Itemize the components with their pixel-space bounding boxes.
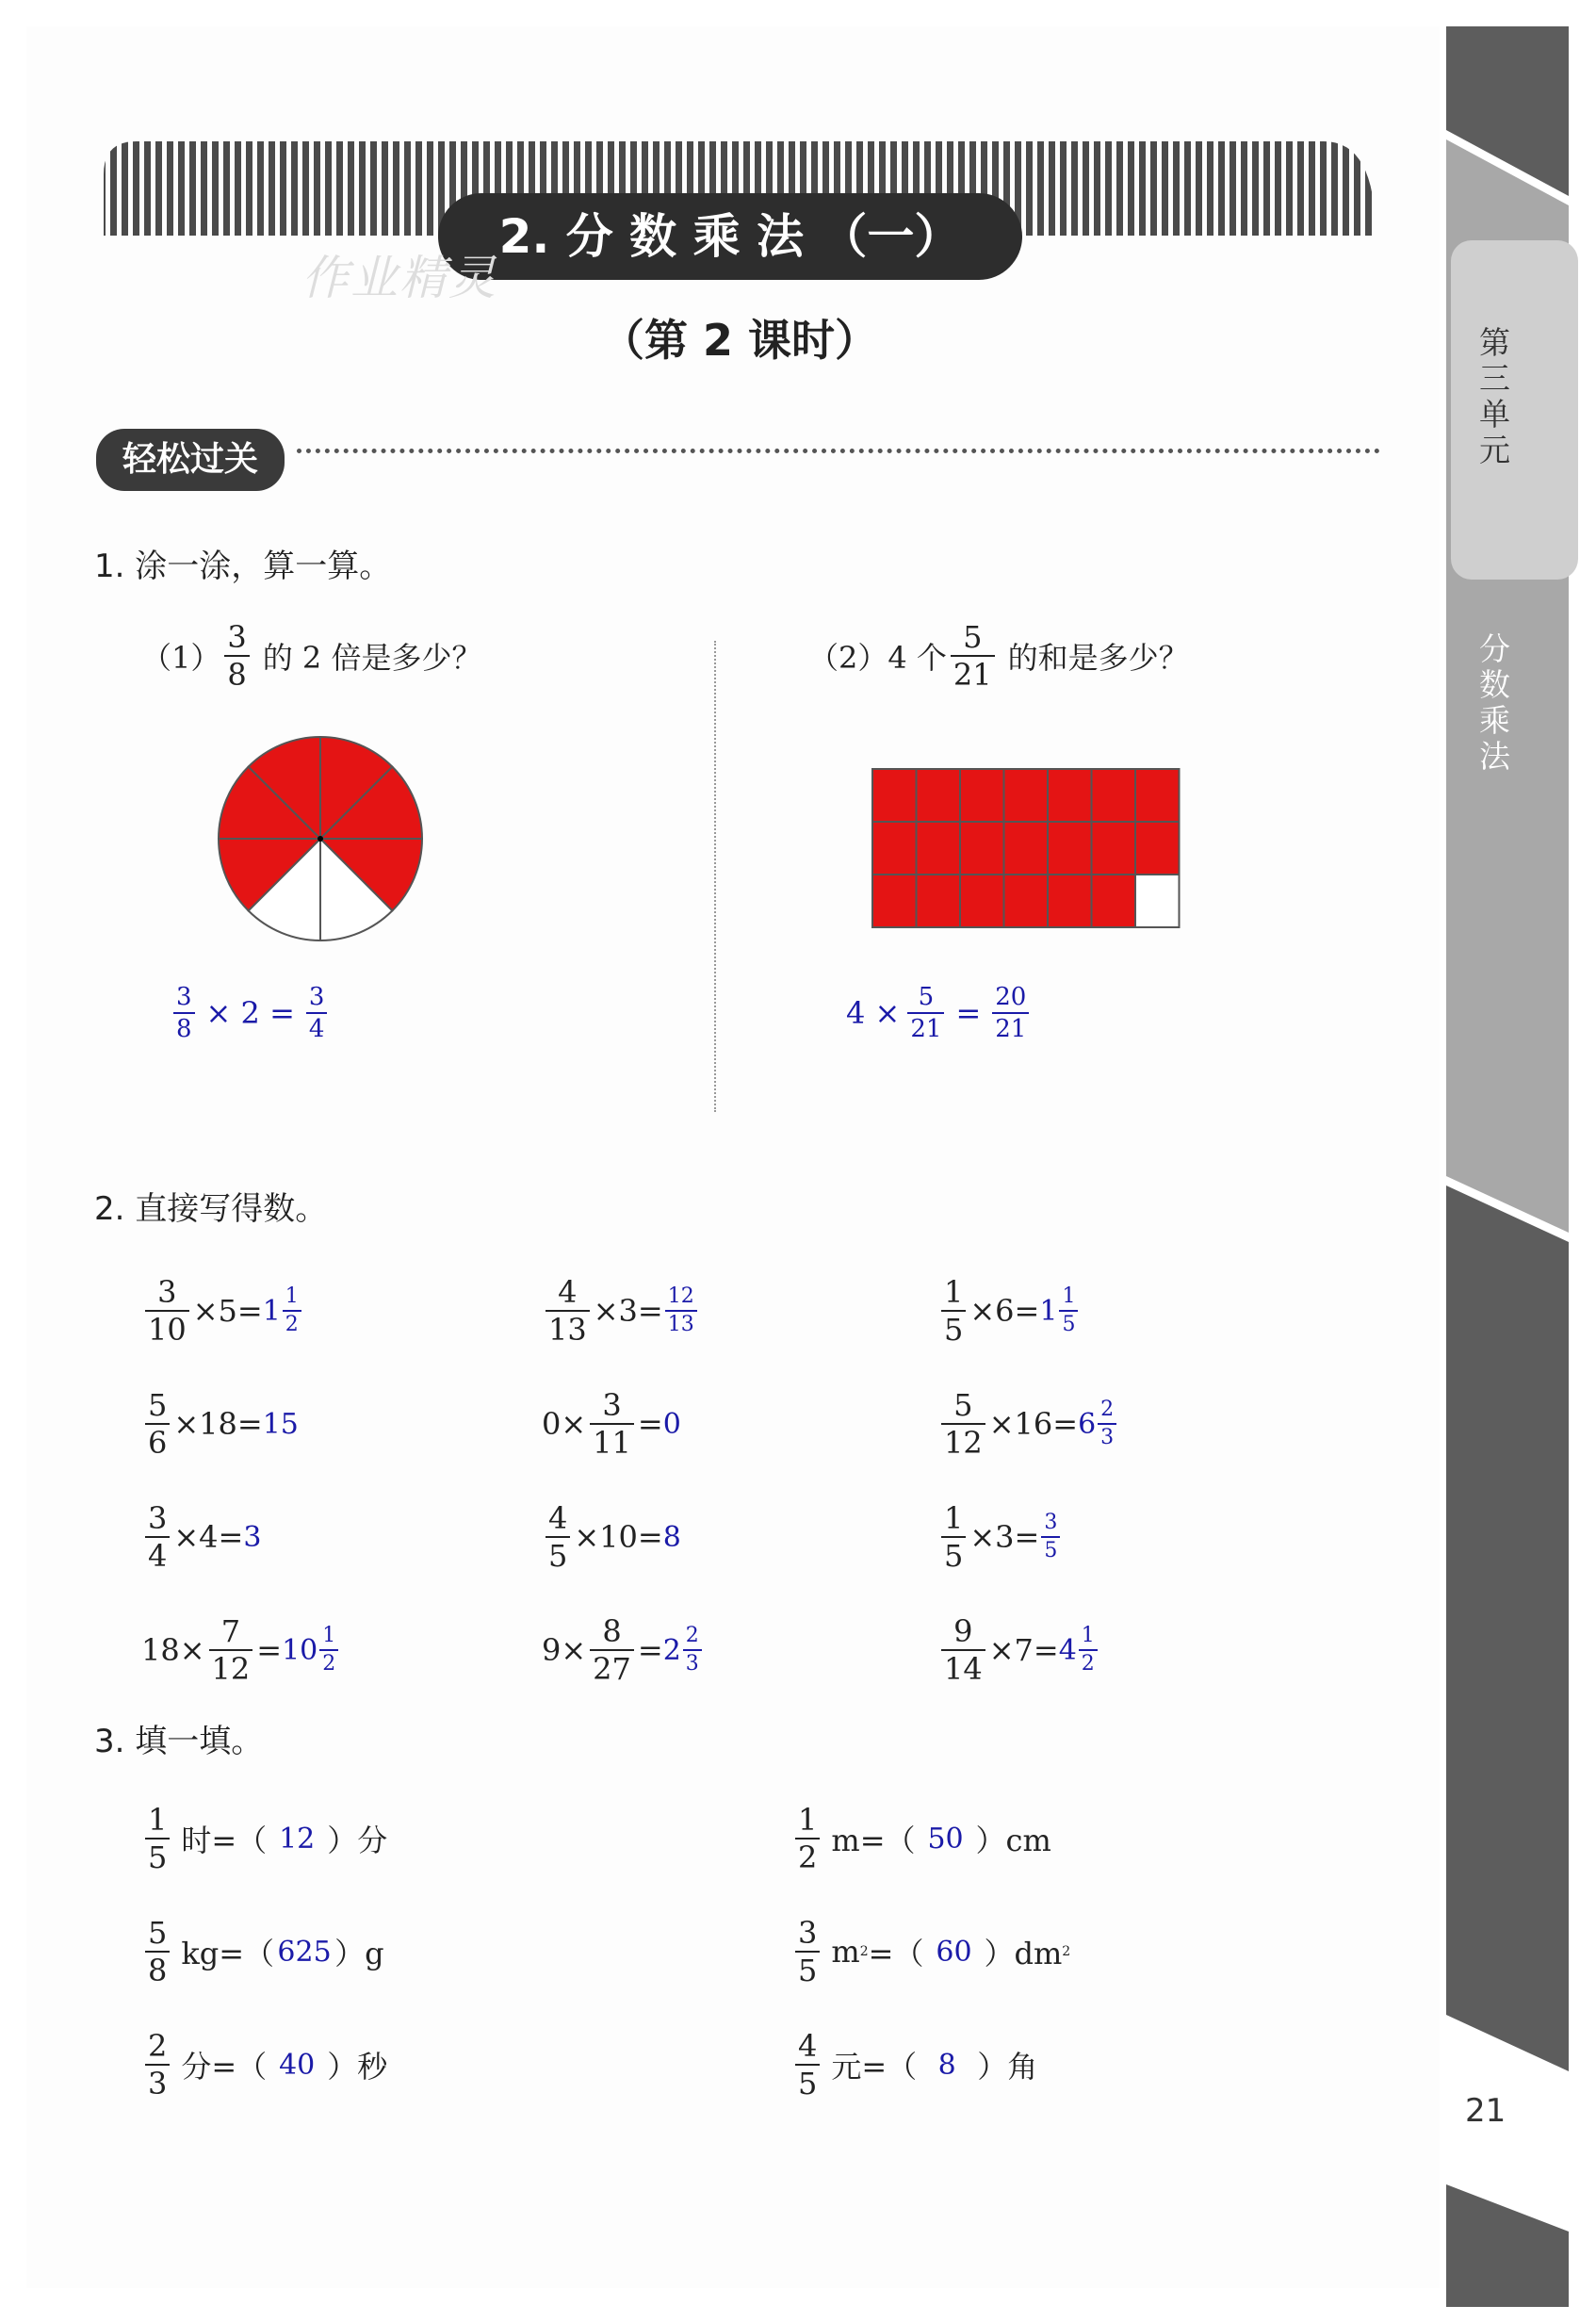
fraction: $\frac{3}{5}$ — [1041, 1513, 1060, 1562]
answer-fraction-2: $\frac{3}{4}$ — [306, 985, 328, 1041]
q1-prompt: 涂一涂，算一算。 — [135, 548, 392, 585]
shaded-cell — [960, 822, 1004, 875]
answer-fraction-2: $\frac{20}{21}$ — [992, 985, 1029, 1041]
circle-diagram — [212, 726, 429, 952]
answer-whole: 4 — [1058, 1633, 1077, 1667]
calc-item — [141, 1500, 262, 1574]
fraction: $\frac{1}{5}$ — [941, 1503, 966, 1571]
section-badge: 轻松过关 — [96, 429, 285, 491]
fraction: $\frac{1}{5}$ — [145, 1805, 170, 1872]
calc-item — [141, 1387, 299, 1461]
shaded-cell — [917, 822, 961, 875]
calc-operator: ×3= — [593, 1293, 663, 1329]
fill-unit: ）dm — [984, 1936, 1063, 1971]
fraction: $\frac{2}{3}$ — [683, 1626, 702, 1675]
calc-operator: ×18= — [173, 1406, 263, 1442]
shaded-cell — [872, 822, 917, 875]
q1-part1-answer — [170, 985, 331, 1041]
shaded-cell — [1092, 822, 1136, 875]
unshaded-cell — [1135, 875, 1180, 927]
fill-unit: ）分 — [327, 1823, 388, 1858]
fraction: $\frac{4}{5}$ — [546, 1503, 570, 1571]
calc-prefix: 9× — [542, 1632, 587, 1668]
q1-part1-text: 的 2 倍是多少？ — [262, 640, 482, 676]
calc-answer — [663, 1521, 681, 1554]
shaded-cell — [1135, 822, 1180, 875]
fill-answer: 8 — [937, 2048, 956, 2082]
calc-answer — [263, 1408, 299, 1441]
shaded-cell — [1004, 875, 1049, 927]
fill-item — [791, 1915, 1071, 1988]
fraction: $\frac{3}{5}$ — [795, 1918, 820, 1986]
shaded-cell — [1048, 875, 1092, 927]
topic-label: 分数乘法 — [1479, 630, 1510, 775]
fraction: $\frac{1}{5}$ — [1059, 1286, 1078, 1335]
fraction: $\frac{3}{11}$ — [590, 1390, 634, 1458]
calc-item — [542, 1387, 681, 1461]
calc-answer — [663, 1626, 706, 1675]
fill-unit: m=（ — [831, 1823, 916, 1858]
q1-part1-label: （1） — [141, 640, 221, 676]
fraction: $\frac{1}{2}$ — [319, 1626, 338, 1675]
calc-operator: ×5= — [192, 1293, 263, 1329]
calc-operator: ×7= — [988, 1632, 1059, 1668]
calc-item — [141, 1613, 342, 1687]
fraction: $\frac{1}{2}$ — [283, 1286, 301, 1335]
answer-operator: × 2 = — [205, 995, 295, 1031]
calc-operator: = — [637, 1632, 663, 1668]
q2-prompt: 直接写得数。 — [135, 1190, 328, 1228]
calc-item — [937, 1613, 1101, 1687]
shaded-cell — [1135, 769, 1180, 822]
q1-number: 1. — [94, 548, 125, 585]
q1-part1-fraction: $\frac{3}{8}$ — [224, 622, 249, 690]
calc-answer — [1078, 1399, 1120, 1448]
answer-prefix: 4 × — [846, 995, 901, 1031]
calc-operator: = — [637, 1406, 663, 1442]
answer-whole: 1 — [1039, 1294, 1058, 1328]
q1-part2-question — [808, 619, 1189, 693]
fraction: $\frac{4}{13}$ — [546, 1277, 590, 1345]
fill-unit: 分=（ — [181, 2049, 268, 2085]
calc-prefix: 18× — [141, 1632, 205, 1668]
calc-answer — [663, 1286, 701, 1335]
fill-answer: 12 — [279, 1822, 316, 1856]
fill-unit: ）角 — [977, 2049, 1038, 2085]
fraction: $\frac{5}{8}$ — [145, 1918, 170, 1986]
section-divider — [297, 449, 1380, 453]
grid-diagram — [867, 763, 1187, 933]
fill-item — [141, 1915, 384, 1988]
calc-item — [937, 1387, 1120, 1461]
q3-prompt: 填一填。 — [135, 1723, 264, 1760]
answer-whole: 6 — [1078, 1407, 1097, 1441]
q1-part2-label: （2）4 个 — [808, 640, 947, 676]
calc-answer — [263, 1286, 305, 1335]
shaded-cell — [960, 769, 1004, 822]
q1-part2-text: 的和是多少？ — [1007, 640, 1189, 676]
fraction: $\frac{3}{4}$ — [145, 1503, 170, 1571]
q1-part2-answer — [846, 985, 1033, 1041]
calc-operator: ×3= — [969, 1519, 1040, 1555]
q2-number: 2. — [94, 1190, 125, 1228]
calc-item — [937, 1500, 1064, 1574]
answer-equals: = — [955, 995, 982, 1031]
calc-item — [542, 1274, 701, 1348]
calc-answer — [1039, 1286, 1082, 1335]
fill-unit: =（ — [868, 1936, 924, 1971]
fill-unit: ）秒 — [327, 2049, 388, 2085]
calc-answer — [282, 1626, 342, 1675]
fraction: $\frac{8}{27}$ — [590, 1616, 634, 1684]
fill-item — [141, 1802, 388, 1875]
calc-answer — [1059, 1626, 1101, 1675]
calc-item — [141, 1274, 305, 1348]
answer-whole: 10 — [282, 1633, 318, 1667]
q1-part2-fraction: $\frac{5}{21}$ — [951, 622, 995, 690]
fill-answer: 40 — [279, 2048, 316, 2082]
fraction: $\frac{1}{5}$ — [941, 1277, 966, 1345]
fill-unit: 元=（ — [831, 2049, 918, 2085]
answer-whole: 1 — [262, 1294, 281, 1328]
calc-answer — [1039, 1513, 1064, 1562]
fraction: $\frac{12}{13}$ — [665, 1286, 697, 1335]
shaded-cell — [917, 875, 961, 927]
fill-item — [791, 2028, 1038, 2101]
answer-fraction-1: $\frac{5}{21}$ — [907, 985, 944, 1041]
page-number: 21 — [1465, 2092, 1506, 2130]
calc-operator: ×6= — [969, 1293, 1040, 1329]
lesson-subtitle: （第 2 课时） — [600, 315, 879, 366]
shaded-cell — [1048, 769, 1092, 822]
shaded-cell — [917, 769, 961, 822]
q1-heading — [94, 540, 391, 586]
shaded-cell — [1004, 822, 1049, 875]
fraction: $\frac{5}{6}$ — [145, 1390, 170, 1458]
shaded-cell — [1048, 822, 1092, 875]
fill-item — [791, 1802, 1051, 1875]
fill-answer: 60 — [936, 1935, 972, 1969]
answer-fraction-1: $\frac{3}{8}$ — [173, 985, 195, 1041]
fill-superscript: 2 — [1062, 1944, 1071, 1959]
calc-operator: ×16= — [988, 1406, 1079, 1442]
fill-unit: ）g — [334, 1936, 384, 1971]
fraction: $\frac{4}{5}$ — [795, 2031, 820, 2099]
unit-tab — [1451, 240, 1578, 580]
calc-operator: ×4= — [173, 1519, 244, 1555]
shaded-cell — [1092, 769, 1136, 822]
q1-part1-question — [141, 619, 482, 693]
calc-answer — [663, 1408, 681, 1441]
fill-unit: kg=（ — [181, 1936, 275, 1971]
calc-item — [542, 1613, 706, 1687]
calc-item — [937, 1274, 1082, 1348]
answer-whole: 3 — [243, 1520, 262, 1554]
shaded-cell — [872, 769, 917, 822]
q2-heading — [94, 1183, 327, 1229]
calc-item — [542, 1500, 681, 1574]
fraction: $\frac{2}{3}$ — [145, 2031, 170, 2099]
shaded-cell — [960, 875, 1004, 927]
calc-answer — [243, 1521, 261, 1554]
fraction: $\frac{3}{10}$ — [145, 1277, 189, 1345]
calc-prefix: 0× — [542, 1406, 587, 1442]
fill-unit: ）cm — [975, 1823, 1051, 1858]
q3-number: 3. — [94, 1723, 125, 1760]
fraction: $\frac{2}{3}$ — [1098, 1399, 1116, 1448]
calc-operator: ×10= — [574, 1519, 663, 1555]
shaded-cell — [872, 875, 917, 927]
fill-answer: 625 — [277, 1935, 332, 1969]
fill-item — [141, 2028, 388, 2101]
unit-label: 第三单元 — [1479, 324, 1510, 468]
fraction: $\frac{1}{2}$ — [1079, 1626, 1098, 1675]
shaded-cell — [1004, 769, 1049, 822]
fraction: $\frac{9}{14}$ — [941, 1616, 985, 1684]
shaded-cell — [1092, 875, 1136, 927]
fraction: $\frac{5}{12}$ — [941, 1390, 985, 1458]
q3-heading — [94, 1715, 263, 1761]
fraction: $\frac{7}{12}$ — [209, 1616, 253, 1684]
fill-answer: 50 — [927, 1822, 964, 1856]
fill-unit: m — [831, 1934, 860, 1970]
watermark: 作业精灵 — [301, 251, 497, 305]
calc-operator: = — [256, 1632, 283, 1668]
fill-superscript: 2 — [859, 1944, 869, 1959]
fraction: $\frac{1}{2}$ — [795, 1805, 820, 1872]
lesson-title: 2. 分 数 乘 法 （一） — [498, 209, 962, 264]
answer-whole: 8 — [662, 1520, 681, 1554]
column-divider — [714, 641, 716, 1112]
answer-whole: 2 — [662, 1633, 681, 1667]
answer-whole: 0 — [662, 1407, 681, 1441]
center-dot — [318, 836, 323, 842]
answer-whole: 15 — [262, 1407, 299, 1441]
fill-unit: 时=（ — [181, 1823, 268, 1858]
